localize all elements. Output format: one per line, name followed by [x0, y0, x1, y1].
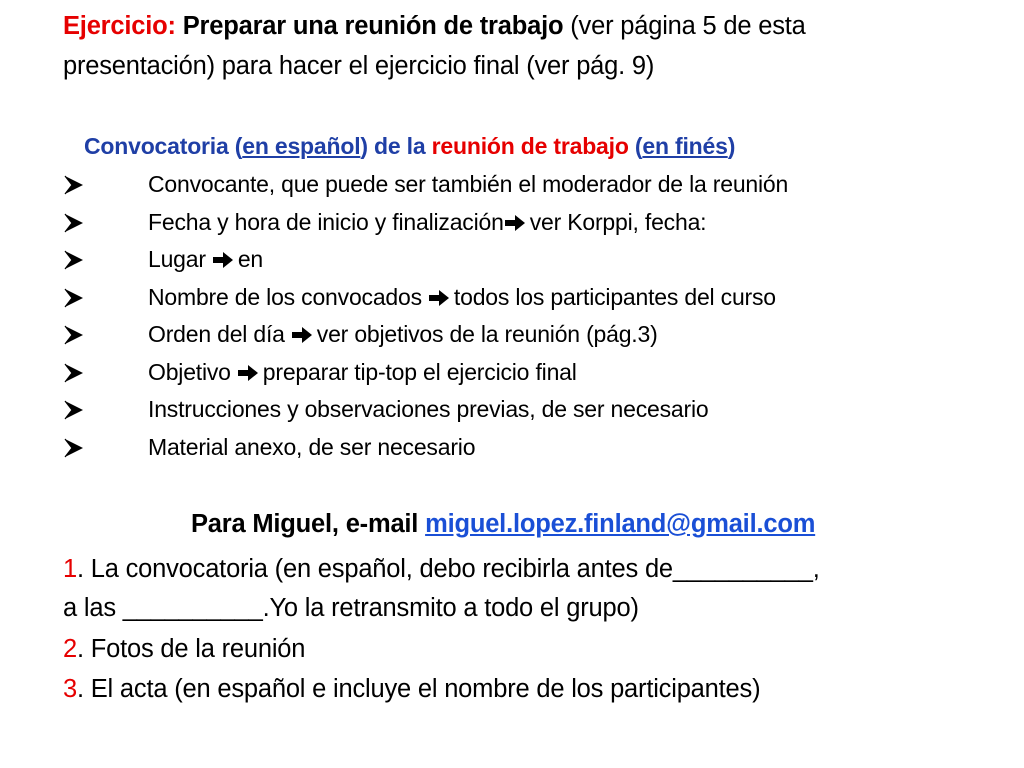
task-text: . La convocatoria (en español, debo recibirla antes de__________, — [76, 555, 820, 583]
bullet-text-after: preparar tip-top el ejercicio final — [262, 359, 577, 385]
bullet-text: Instrucciones y observaciones previas, de ser necesario — [148, 396, 709, 422]
bullet-text-before: Lugar — [148, 246, 206, 272]
bullet-text — [148, 246, 263, 273]
arrowhead-bullet-icon — [63, 362, 85, 384]
right-arrow-icon — [504, 213, 526, 233]
exercise-label: Ejercicio: — [63, 12, 176, 40]
task-item-1 — [63, 555, 820, 584]
convocatoria-part-4: ) — [727, 133, 736, 159]
link-en-espanol[interactable]: en español — [242, 133, 361, 159]
task-number: 2 — [63, 635, 77, 663]
task-item-3 — [63, 675, 760, 704]
arrowhead-bullet-icon — [63, 249, 85, 271]
right-arrow-icon — [291, 325, 313, 345]
convocatoria-part-3: ( — [628, 133, 643, 159]
bullet-text-after: ver objetivos de la reunión (pág.3) — [316, 321, 658, 347]
bullet-text-before: Orden del día — [148, 321, 285, 347]
arrowhead-bullet-icon — [63, 399, 85, 421]
task-text: . Fotos de la reunión — [76, 635, 306, 663]
contact-line — [191, 510, 815, 539]
right-arrow-icon — [237, 363, 259, 383]
bullet-text — [148, 284, 776, 311]
contact-prefix: Para Miguel, e-mail — [191, 510, 426, 538]
exercise-title: Preparar una reunión de trabajo — [182, 12, 564, 40]
convocatoria-highlight: reunión de trabajo — [431, 133, 629, 159]
arrowhead-bullet-icon — [63, 324, 85, 346]
exercise-header-rest: (ver página 5 de esta — [563, 12, 806, 40]
exercise-header-line-1 — [63, 12, 806, 41]
link-en-fines[interactable]: en finés — [642, 133, 728, 159]
arrowhead-bullet-icon — [63, 174, 85, 196]
bullet-text-after: en — [237, 246, 264, 272]
task-number: 1 — [63, 555, 77, 583]
right-arrow-icon — [212, 250, 234, 270]
bullet-text — [148, 209, 706, 236]
arrowhead-bullet-icon — [63, 437, 85, 459]
bullet-text — [148, 359, 577, 386]
bullet-text — [148, 321, 658, 348]
convocatoria-part-2: ) de la — [360, 133, 432, 159]
bullet-text-after: ver Korppi, fecha: — [529, 209, 707, 235]
bullet-text-after: todos los participantes del curso — [453, 284, 776, 310]
email-link[interactable]: miguel.lopez.finland@gmail.com — [425, 510, 816, 538]
task-item-1-continued: a las __________.Yo la retransmito a todo el grupo) — [63, 594, 639, 622]
task-text: . El acta (en español e incluye el nombre de los participantes) — [76, 675, 761, 703]
arrowhead-bullet-icon — [63, 287, 85, 309]
exercise-header-line-2: presentación) para hacer el ejercicio final (ver pág. 9) — [63, 52, 655, 80]
convocatoria-heading — [84, 133, 735, 160]
convocatoria-part-1: Convocatoria ( — [84, 133, 243, 159]
bullet-text-before: Nombre de los convocados — [148, 284, 422, 310]
arrowhead-bullet-icon — [63, 212, 85, 234]
right-arrow-icon — [428, 288, 450, 308]
bullet-text: Convocante, que puede ser también el moderador de la reunión — [148, 171, 789, 197]
task-item-2 — [63, 635, 305, 664]
bullet-text-before: Objetivo — [148, 359, 231, 385]
bullet-text: Material anexo, de ser necesario — [148, 434, 476, 460]
task-number: 3 — [63, 675, 77, 703]
bullet-text-before: Fecha y hora de inicio y finalización — [148, 209, 504, 235]
